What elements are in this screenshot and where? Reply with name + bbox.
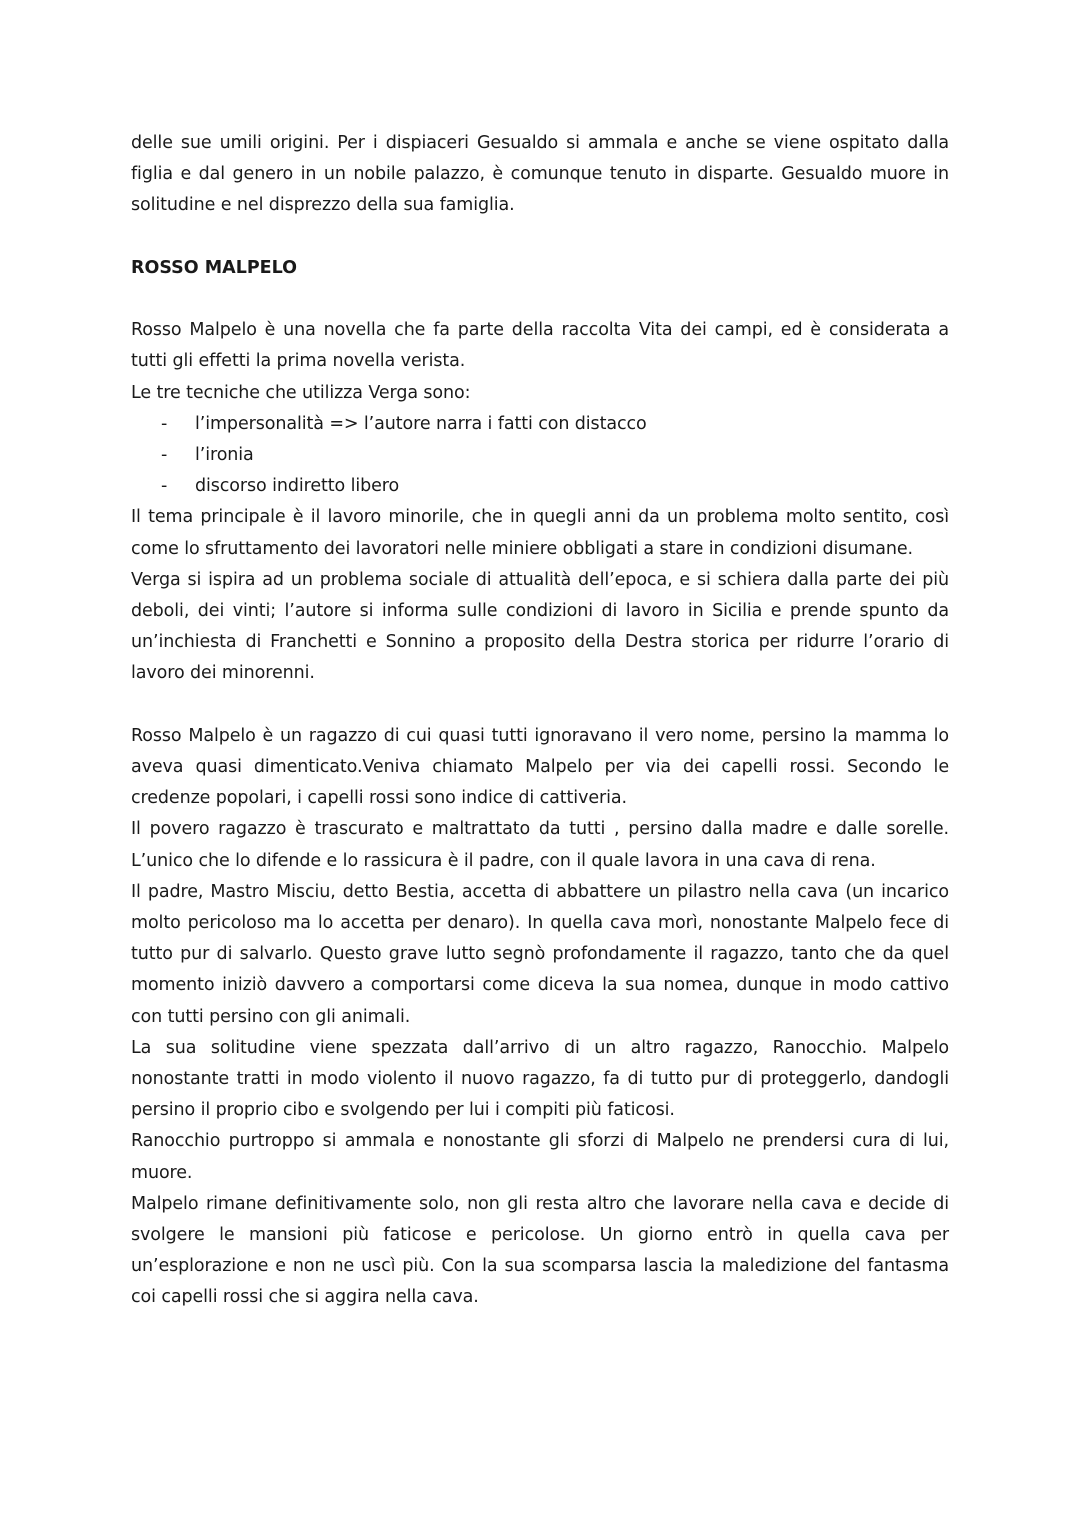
spacer [131, 690, 949, 721]
paragraph-ranocchio: Ranocchio purtroppo si ammala e nonostante gli sforzi di Malpelo ne prendersi cura di lui, muore. [131, 1131, 949, 1183]
paragraph-povero: Il povero ragazzo è trascurato e maltrattato da tutti , persino dalla madre e dalle sorelle. L’unico che lo difende e lo rassicura è il padre, con il quale lavora in una cava di rena. [131, 819, 949, 871]
spacer [131, 284, 949, 315]
section-title: ROSSO MALPELO [131, 257, 298, 278]
list-item [131, 440, 949, 471]
spacer [131, 222, 949, 253]
paragraph-finale: Malpelo rimane definitivamente solo, non gli resta altro che lavorare nella cava e decide di svolgere le mansioni più faticose e pericolose. Un giorno entrò in quella cava per un’esplorazione e non ne uscì più. Con la sua scomparsa lascia la maledizione del fantasma coi capelli rossi che si aggira nella cava. [131, 1193, 949, 1308]
intro-paragraph: delle sue umili origini. Per i dispiaceri Gesualdo si ammala e anche se viene ospitato dalla figlia e dal genero in un nobile palazzo, è comunque tenuto in disparte. Gesualdo muore in solitudine e nel disprezzo della sua famiglia. [131, 133, 949, 216]
paragraph-tema: Il tema principale è il lavoro minorile, che in quegli anni da un problema molto sentito, così come lo sfruttamento dei lavoratori nelle miniere obbligati a stare in condizioni disumane. [131, 507, 949, 559]
dash-bullet: - [161, 445, 168, 465]
paragraph-verga: Verga si ispira ad un problema sociale di attualità dell’epoca, e si schiera dalla parte dei più deboli, dei vinti; l’autore si informa sulle condizioni di lavoro in Sicilia e prende spunto da un’inchiesta di Franchetti e Sonnino a proposito della Destra storica per ridurre l’orario di lavoro dei minorenni. [131, 569, 949, 684]
paragraph-padre: Il padre, Mastro Misciu, detto Bestia, accetta di abbattere un pilastro nella cava (un incarico molto pericoloso ma lo accetta per denaro). In quella cava morì, nonostante Malpelo fece di tutto pur di salvarlo. Questo grave lutto segnò profondamente il ragazzo, tanto che da quel momento iniziò davvero a comportarsi come diceva la sua nomea, dunque in modo cattivo con tutti persino con gli animali. [131, 881, 949, 1027]
list-item-text: l’impersonalità => l’autore narra i fatti con distacco [195, 413, 647, 434]
list-item [131, 471, 949, 502]
techniques-list [131, 409, 949, 503]
paragraph-solitudine: La sua solitudine viene spezzata dall’arrivo di un altro ragazzo, Ranocchio. Malpelo nonostante tratti in modo violento il nuovo ragazzo, fa di tutto pur di proteggerlo, dandogli persino il proprio cibo e svolgendo per lui i compiti più faticosi. [131, 1037, 949, 1121]
list-item-text: l’ironia [195, 445, 254, 465]
paragraph-novella: Rosso Malpelo è una novella che fa parte della raccolta Vita dei campi, ed è considerata a tutti gli effetti la prima novella verista. [131, 320, 949, 372]
dash-bullet: - [161, 476, 168, 497]
list-item [131, 409, 949, 440]
paragraph-ragazzo: Rosso Malpelo è un ragazzo di cui quasi tutti ignoravano il vero nome, persino la mamma lo aveva quasi dimenticato.Veniva chiamato Malpelo per via dei capelli rossi. Secondo le credenze popolari, i capelli rossi sono indice di cattiveria. [131, 725, 949, 809]
document-page [131, 128, 949, 1314]
list-item-text: discorso indiretto libero [195, 476, 400, 497]
dash-bullet: - [161, 413, 168, 434]
techniques-intro: Le tre tecniche che utilizza Verga sono: [131, 382, 471, 403]
